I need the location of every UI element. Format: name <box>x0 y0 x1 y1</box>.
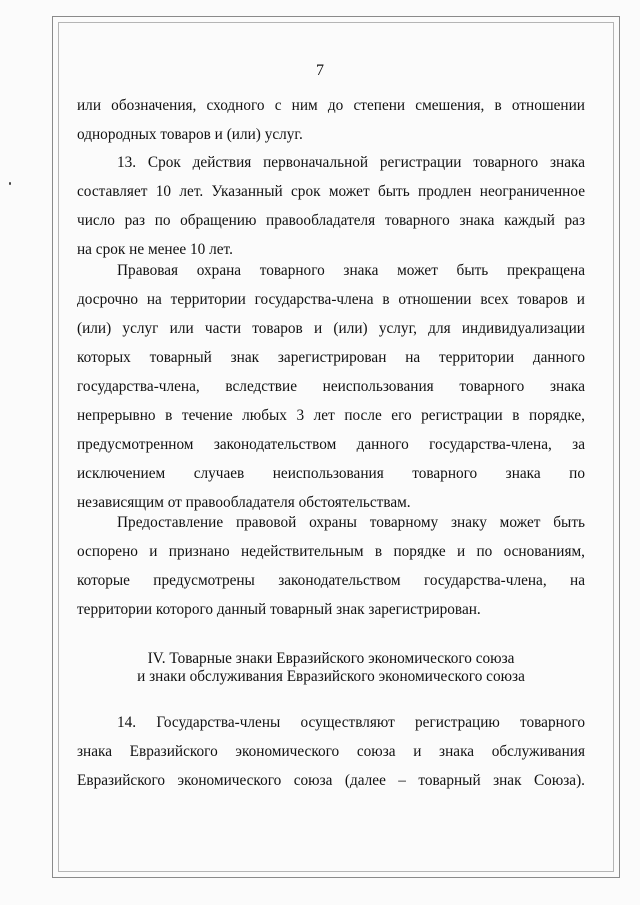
text-line: территории которого данный товарный знак зарегистрирован. <box>77 601 481 618</box>
paragraph-legal-protection-termination <box>77 256 585 517</box>
paragraph-clause-14 <box>77 708 585 795</box>
text-line: непрерывно в течение любых 3 лет после его регистрации в порядке, <box>77 407 585 424</box>
text-line: досрочно на территории государства-члена в отношении всех товаров и <box>77 291 585 308</box>
text-line: которые предусмотрены законодательством государства-члена, на <box>77 572 585 589</box>
section-heading-line: IV. Товарные знаки Евразийского экономического союза <box>147 650 515 667</box>
text-line: 14. Государства-члены осуществляют регистрацию товарного <box>117 714 585 731</box>
text-line: составляет 10 лет. Указанный срок может быть продлен неограниченное <box>77 183 585 200</box>
text-line: (или) услуг или части товаров и (или) услуг, для индивидуализации <box>77 320 585 337</box>
text-line: государства-члена, вследствие неиспользования товарного знака <box>77 378 585 395</box>
section-heading-line: и знаки обслуживания Евразийского экономического союза <box>137 668 525 685</box>
text-line: Предоставление правовой охраны товарному знаку может быть <box>117 514 585 531</box>
paragraph-continuation <box>77 91 585 149</box>
text-line: 13. Срок действия первоначальной регистрации товарного знака <box>117 154 585 171</box>
page-number: 7 <box>316 62 324 79</box>
text-line: на срок не менее 10 лет. <box>77 241 233 258</box>
text-line: число раз по обращению правообладателя товарного знака каждый раз <box>77 212 585 229</box>
scan-speck <box>9 182 11 185</box>
text-line: Правовая охрана товарного знака может быть прекращена <box>117 262 585 279</box>
text-line: предусмотренном законодательством данного государства-члена, за <box>77 436 585 453</box>
text-line: исключением случаев неиспользования товарного знака по <box>77 465 585 482</box>
paragraph-clause-13 <box>77 148 585 264</box>
text-line: знака Евразийского экономического союза и знака обслуживания <box>77 743 585 760</box>
section-heading <box>77 650 585 686</box>
text-line: Евразийского экономического союза (далее – товарный знак Союза). <box>77 772 585 789</box>
paragraph-protection-challenge <box>77 508 585 624</box>
text-line: оспорено и признано недействительным в порядке и по основаниям, <box>77 543 585 560</box>
text-line: которых товарный знак зарегистрирован на территории данного <box>77 349 585 366</box>
text-line: однородных товаров и (или) услуг. <box>77 126 303 143</box>
text-line: или обозначения, сходного с ним до степени смешения, в отношении <box>77 97 585 114</box>
text-line: независящим от правообладателя обстоятельствам. <box>77 494 411 511</box>
